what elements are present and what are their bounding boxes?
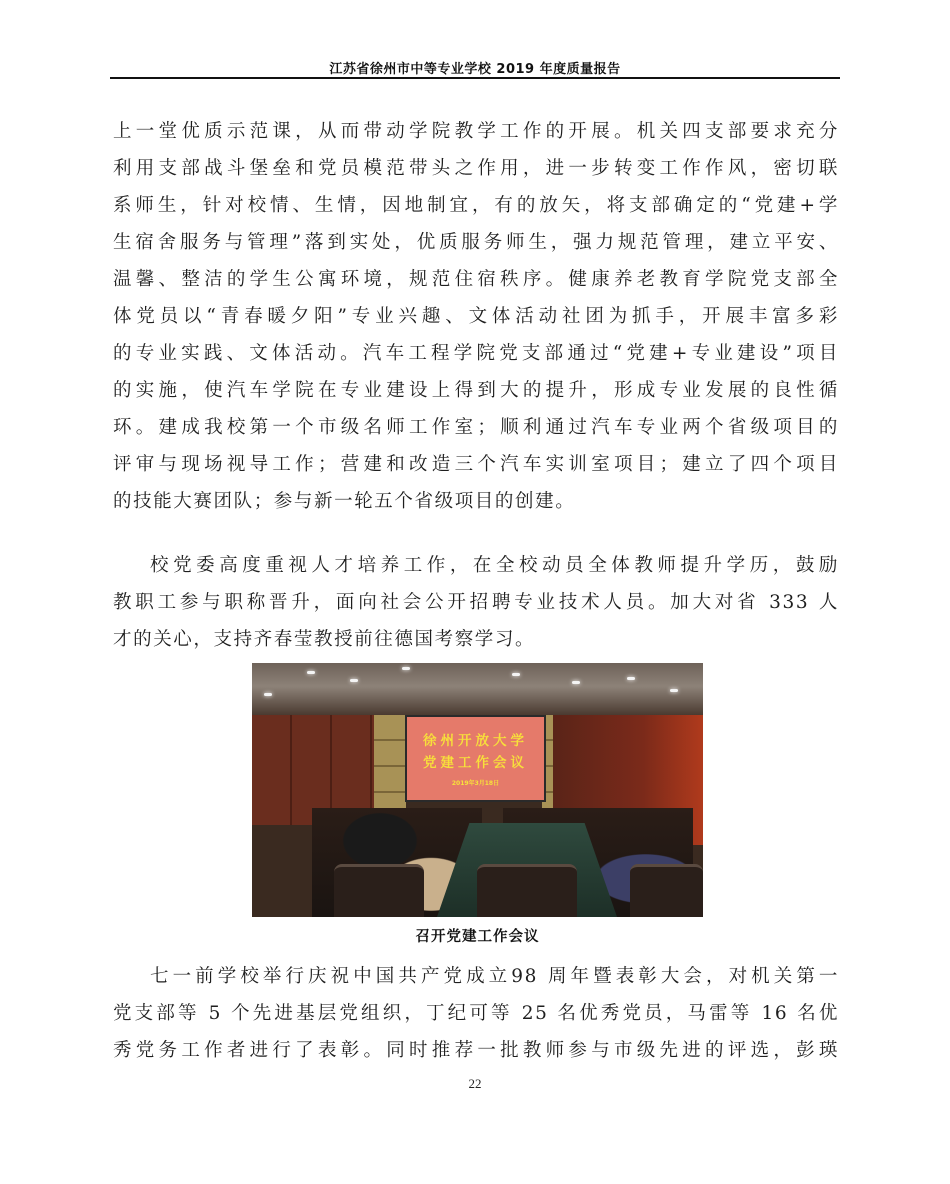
ceiling-light: [264, 693, 272, 696]
chair: [630, 864, 703, 917]
photo-ceiling: [252, 663, 703, 715]
text-line: 的技能大赛团队；参与新一轮五个省级项目的创建。: [113, 491, 576, 512]
text-line: 的实施，使汽车学院在专业建设上得到大的提升，形成专业发展的良性循: [113, 380, 839, 401]
text-line: 七一前学校举行庆祝中国共产党成立98 周年暨表彰大会，对机关第一: [150, 966, 839, 987]
ceiling-light: [402, 667, 410, 670]
text-line: 党支部等 5 个先进基层党组织，丁纪可等 25 名优秀党员，马雷等 16 名优: [113, 1003, 839, 1024]
paragraph-talent-training: [113, 547, 839, 658]
paragraph-branch-work: [113, 113, 839, 520]
paragraph-july-first-commendation: [113, 958, 839, 1069]
page-number: 22: [468, 1076, 482, 1091]
text-line: 才的关心，支持齐春莹教授前往德国考察学习。: [113, 629, 536, 650]
ceiling-light: [572, 681, 580, 684]
ceiling-light: [627, 677, 635, 680]
text-line: 教职工参与职称晋升，面向社会公开招聘专业技术人员。加大对省 333 人: [113, 592, 839, 613]
text-line: 系师生，针对校情、生情，因地制宜，有的放矢，将支部确定的“党建+学: [113, 195, 839, 216]
ceiling-light: [670, 689, 678, 692]
text-line: 上一堂优质示范课，从而带动学院教学工作的开展。机关四支部要求充分: [113, 121, 839, 142]
meeting-photo: [252, 663, 703, 917]
text-line: 校党委高度重视人才培养工作，在全校动员全体教师提升学历，鼓励: [150, 555, 839, 576]
ceiling-light: [307, 671, 315, 674]
running-header: 江苏省徐州市中等专业学校 2019 年度质量报告: [329, 62, 621, 77]
text-line: 体党员以“青春暖夕阳”专业兴趣、文体活动社团为抓手，开展丰富多彩: [113, 306, 839, 327]
figure-caption: 召开党建工作会议: [415, 929, 540, 945]
screen-date: 2019年3月18日: [451, 780, 500, 787]
screen-title-line1: 徐州开放大学: [423, 733, 528, 749]
screen-title-line2: 党建工作会议: [423, 755, 528, 771]
text-line: 秀党务工作者进行了表彰。同时推荐一批教师参与市级先进的评选，彭瑛: [113, 1040, 839, 1061]
ceiling-light: [512, 673, 520, 676]
text-line: 温馨、整洁的学生公寓环境，规范住宿秩序。健康养老教育学院党支部全: [113, 269, 839, 290]
ceiling-light: [350, 679, 358, 682]
projection-screen: [405, 715, 546, 802]
text-line: 利用支部战斗堡垒和党员模范带头之作用，进一步转变工作作风，密切联: [113, 158, 839, 179]
text-line: 环。建成我校第一个市级名师工作室；顺利通过汽车专业两个省级项目的: [113, 417, 839, 438]
text-line: 的专业实践、文体活动。汽车工程学院党支部通过“党建+专业建设”项目: [113, 343, 839, 364]
chair: [477, 864, 577, 917]
text-line: 评审与现场视导工作；营建和改造三个汽车实训室项目；建立了四个项目: [113, 454, 839, 475]
header-rule: [110, 77, 840, 79]
text-line: 生宿舍服务与管理”落到实处，优质服务师生，强力规范管理，建立平安、: [113, 232, 839, 253]
chair: [334, 864, 424, 917]
